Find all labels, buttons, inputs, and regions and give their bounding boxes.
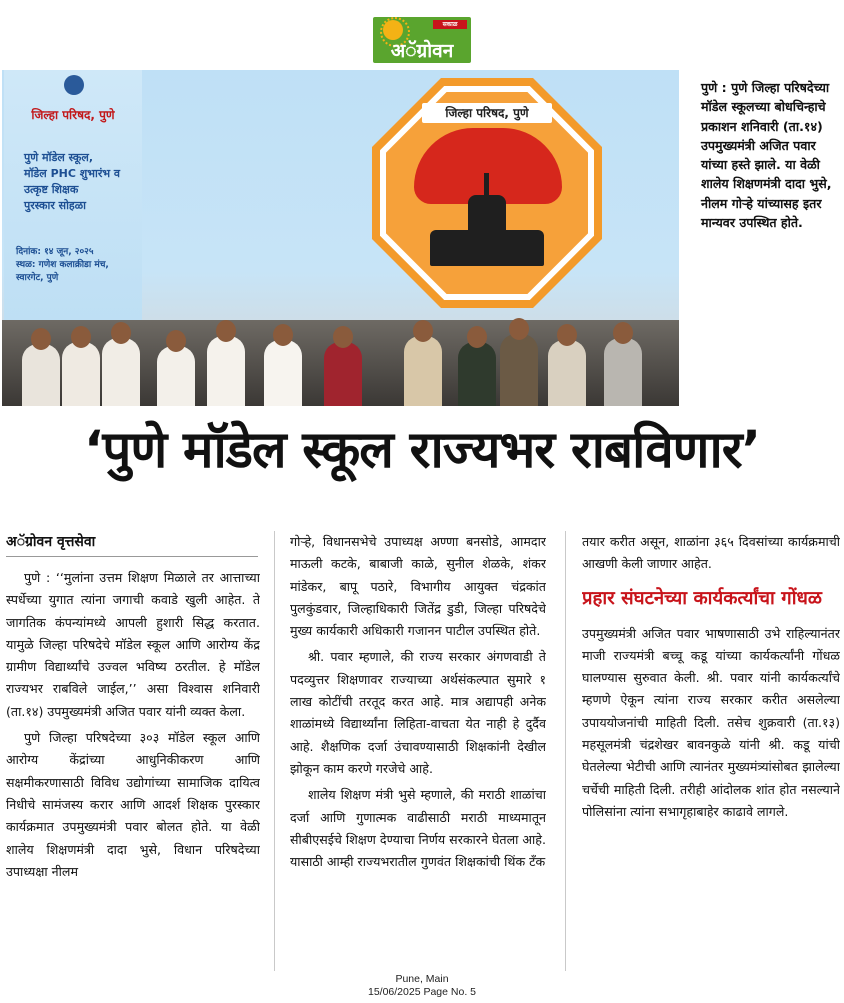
banner-date <box>16 246 141 285</box>
article-paragraph: तयार करीत असून, शाळांना ३६५ दिवसांच्या कार्यक्रमाची आखणी केली जाणार आहेत. <box>582 534 840 572</box>
event-photo <box>2 70 679 406</box>
page-footer <box>0 973 844 999</box>
photo-caption: पुणे : पुणे जिल्हा परिषदेच्या मॉडेल स्कूलच्या बोधचिन्हाचे प्रकाशन शनिवारी (ता.१४) उपमुख्यमंत्री अजित पवार यांच्या हस्ते झाले. या वेळी शालेय शिक्षणमंत्री दादा भुसे, नीलम गोऱ्हे यांच्यासह इतर मान्यवर उपस्थित होते. <box>701 80 832 231</box>
column-divider <box>565 531 566 971</box>
headline: ‘पुणे मॉडेल स्कूल राज्यभर राबविणार’ <box>84 421 760 480</box>
banner-date-line: स्वारगेट, पुणे <box>16 273 59 283</box>
book-icon <box>430 230 544 266</box>
article-paragraph: गोऱ्हे, विधानसभेचे उपाध्यक्ष अण्णा बनसोडे, आमदार माऊली कटके, बाबाजी काळे, सुनील शेळके, शंकर मांडेकर, बापू पठारे, विभागीय आयुक्त चंद्रकांत पुलकुंडवार, जिल्हाधिकारी जितेंद्र डुडी, जिल्हा परिषदेचे मुख्य कार्यकारी अधिकारी गजानन पाटील उपस्थित होते. <box>290 534 546 639</box>
article-column-3 <box>582 531 840 971</box>
column-divider <box>274 531 275 971</box>
sakal-tag: सकाळ <box>433 20 467 29</box>
banner-event-line: उत्कृष्ट शिक्षक <box>24 183 79 196</box>
banner-event <box>24 150 140 214</box>
banner-date-line: दिनांक: १४ जून, २०२५ <box>16 247 94 257</box>
emblem-label: जिल्हा परिषद, पुणे <box>422 103 552 123</box>
article-column-2 <box>290 531 546 974</box>
subheading: प्रहार संघटनेच्या कार्यकर्त्यांचा गोंधळ <box>582 587 822 609</box>
banner-event-line: पुणे मॉडेल स्कूल, <box>24 151 93 164</box>
logo-text: अॅग्रोवन <box>390 40 454 62</box>
article-paragraph: शालेय शिक्षण मंत्री भुसे म्हणाले, की मराठी शाळांचा दर्जा आणि गुणात्मक वाढीसाठी मराठी माध्यमातून सीबीएसईचे शिक्षण देण्याचा निर्णय सरकारने घेतला आहे. यासाठी आम्ही राज्यभरातील गुणवंत शिक्षकांची थिंक टँक <box>290 787 546 870</box>
date-page-label: 15/06/2025 Page No. 5 <box>367 986 476 998</box>
article-paragraph: श्री. पवार म्हणाले, की राज्य सरकार अंगणवाडी ते पदव्युत्तर शिक्षणावर राज्याच्या अर्थसंकल्पात सुमारे १ लाख कोटींची तरतूद करत आहे. मात्र अद्यापही अनेक शाळांमध्ये विद्यार्थ्यांना लिहिता-वाचता येत नाही हे दुर्दैव आहे. शैक्षणिक दर्जा उंचावण्यासाठी शिक्षकांनी देखील झोकून काम करणे गरजेचे आहे. <box>290 649 546 776</box>
article-paragraph: पुणे : ‘‘मुलांना उत्तम शिक्षण मिळाले तर आत्ताच्या स्पर्धेच्या युगात त्यांना जगाची कवाडे खुली आहेत. ते जागतिक कंपन्यांमध्ये आपली हुशारी सिद्ध करतात. यामुळे जिल्हा परिषदेचे मॉडेल स्कूल आणि आरोग्य केंद्र ग्रामीण विद्यार्थ्यांचे उज्वल भविष्य ठरतील. हे मॉडेल राज्यभर राबविले जाईल,’’ असा विश्वास शनिवारी (ता.१४) उपमुख्यमंत्री अजित पवार यांनी व्यक्त केला. <box>6 570 260 719</box>
emblem-icon <box>64 75 84 95</box>
banner-event-line: पुरस्कार सोहळा <box>24 199 86 212</box>
agrowon-logo <box>373 17 471 63</box>
banner-event-line: मॉडेल PHC शुभारंभ व <box>24 167 121 180</box>
edition-label: Pune, Main <box>395 973 449 985</box>
banner-org: जिल्हा परिषद, पुणे <box>31 108 115 122</box>
stage <box>2 320 679 406</box>
byline-divider <box>6 556 258 557</box>
banner-date-line: स्थळ: गणेश कलाक्रीडा मंच, <box>16 260 109 270</box>
article-paragraph: पुणे जिल्हा परिषदेच्या ३०३ मॉडेल स्कूल आणि आरोग्य केंद्रांच्या आधुनिकीकरण आणि सक्षमीकरणासाठी विविध उद्योगांच्या सामाजिक दायित्व निधीचे सामंजस्य करार आणि आदर्श शिक्षक पुरस्कार कार्यक्रमात उपमुख्यमंत्री पवार बोलत होते. या वेळी शालेय शिक्षणमंत्री दादा भुसे, विधान परिषदेच्या उपाध्यक्षा नीलम <box>6 730 260 879</box>
article-column-1 <box>6 567 260 972</box>
byline: अॅग्रोवन वृत्तसेवा <box>6 534 96 550</box>
article-paragraph: उपमुख्यमंत्री अजित पवार भाषणासाठी उभे राहिल्यानंतर माजी राज्यमंत्री बच्चू कडू यांच्या कार्यकर्त्यांनी गोंधळ घालण्यास सुरुवात केली. श्री. पवार यांनी कार्यकर्त्यांचे म्हणणे ऐकून त्यांना राज्य सरकार करीत असलेल्या उपाययोजनांची माहिती दिली. तसेच शुक्रवारी (ता.१३) महसूलमंत्री चंद्रशेखर बावनकुळे यांनी श्री. कडू यांची घेतलेल्या भेटीची आणि त्यानंतर मुख्यमंत्र्यांसोबत झालेल्या चर्चेची माहिती दिली. तरीही आंदोलक शांत होत नसल्याने पोलिसांना त्यांना सभागृहाबाहेर काढावे लागले. <box>582 625 840 819</box>
